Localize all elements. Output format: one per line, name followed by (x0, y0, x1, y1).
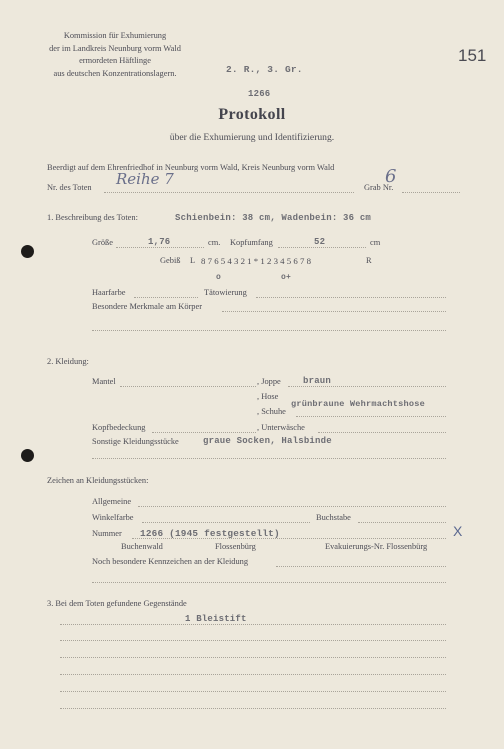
trousers-label: , Hose (257, 392, 279, 401)
head-circ-unit: cm (370, 238, 381, 247)
subtitle: über die Exhumierung und Identifizierung. (169, 132, 335, 143)
height-label: Größe (92, 238, 113, 247)
jacket-value: braun (303, 376, 332, 386)
teeth-right: R (366, 256, 372, 265)
commission-header (40, 30, 190, 80)
punch-hole-top (21, 245, 34, 258)
page-number: 151 (458, 46, 487, 65)
head-circ-label: Kopfumfang (230, 238, 273, 247)
coat-label: Mantel (92, 377, 116, 386)
flossenburg-label: Flossenbürg (215, 542, 256, 551)
punch-hole-bottom (21, 449, 34, 462)
buchenwald-label: Buchenwald (121, 542, 163, 551)
hair-color-label: Haarfarbe (92, 288, 126, 297)
letter-label: Buchstabe (316, 513, 351, 522)
dead-nr-value: Reihe 7 (116, 170, 174, 188)
x-mark: X (453, 523, 463, 539)
dead-nr-label: Nr. des Toten (47, 183, 92, 192)
other-clothing-value: graue Socken, Halsbinde (203, 436, 332, 446)
grave-nr-value: 6 (385, 166, 397, 187)
jacket-label: , Joppe (257, 377, 281, 386)
page-title: Protokoll (218, 106, 286, 123)
height-value: 1,76 (148, 237, 171, 247)
trousers-value: grünbraune Wehrmachtshose (291, 399, 425, 409)
other-clothing-label: Sonstige Kleidungsstücke (92, 437, 179, 446)
headwear-label: Kopfbedeckung (92, 423, 146, 432)
other-marks-label: Noch besondere Kennzeichen an der Kleidung (92, 557, 249, 566)
number-label: Nummer (92, 529, 122, 538)
height-unit: cm. (208, 238, 221, 247)
head-circ-value: 52 (314, 237, 326, 247)
reference-typed: 2. R., 3. Gr. (226, 64, 303, 75)
triangle-color-label: Winkelfarbe (92, 513, 134, 522)
record-number: 1266 (248, 89, 271, 99)
teeth-label: Gebiß (160, 256, 181, 265)
teeth-left: L (190, 256, 196, 265)
body-marks-label: Besondere Merkmale am Körper (92, 302, 202, 311)
teeth-marks: o o+ (216, 273, 292, 282)
tattoo-label: Tätowierung (204, 288, 247, 297)
description-typed: Schienbein: 38 cm, Wadenbein: 36 cm (175, 213, 372, 223)
found-item: 1 Bleistift (185, 614, 247, 624)
section2-heading: 2. Kleidung: (47, 357, 89, 366)
grave-nr-label: Grab Nr. (364, 183, 394, 192)
evacuation-nr-label: Evakuierungs-Nr. Flossenbürg (325, 542, 428, 551)
underwear-label: , Unterwäsche (257, 423, 305, 432)
commission-line-2: der im Landkreis Neunburg vorm Wald (49, 43, 181, 53)
shoes-label: , Schuhe (257, 407, 286, 416)
markings-heading: Zeichen an Kleidungsstücken: (47, 476, 149, 485)
number-value: 1266 (1945 festgestellt) (140, 528, 280, 539)
commission-line-3: ermordeten Häftlinge (79, 56, 151, 66)
section1-heading: 1. Beschreibung des Toten: (47, 213, 138, 222)
teeth-numbers: 8 7 6 5 4 3 2 1 * 1 2 3 4 5 6 7 8 (201, 256, 311, 266)
section3-heading: 3. Bei dem Toten gefundene Gegenstände (47, 599, 187, 608)
burial-place: Beerdigt auf dem Ehrenfriedhof in Neunburg vorm Wald, Kreis Neunburg vorm Wald (47, 163, 335, 172)
commission-line-4: aus deutschen Konzentrationslagern. (53, 68, 177, 78)
commission-line-1: Kommission für Exhumierung (63, 31, 167, 40)
general-label: Allgemeine (92, 497, 132, 506)
